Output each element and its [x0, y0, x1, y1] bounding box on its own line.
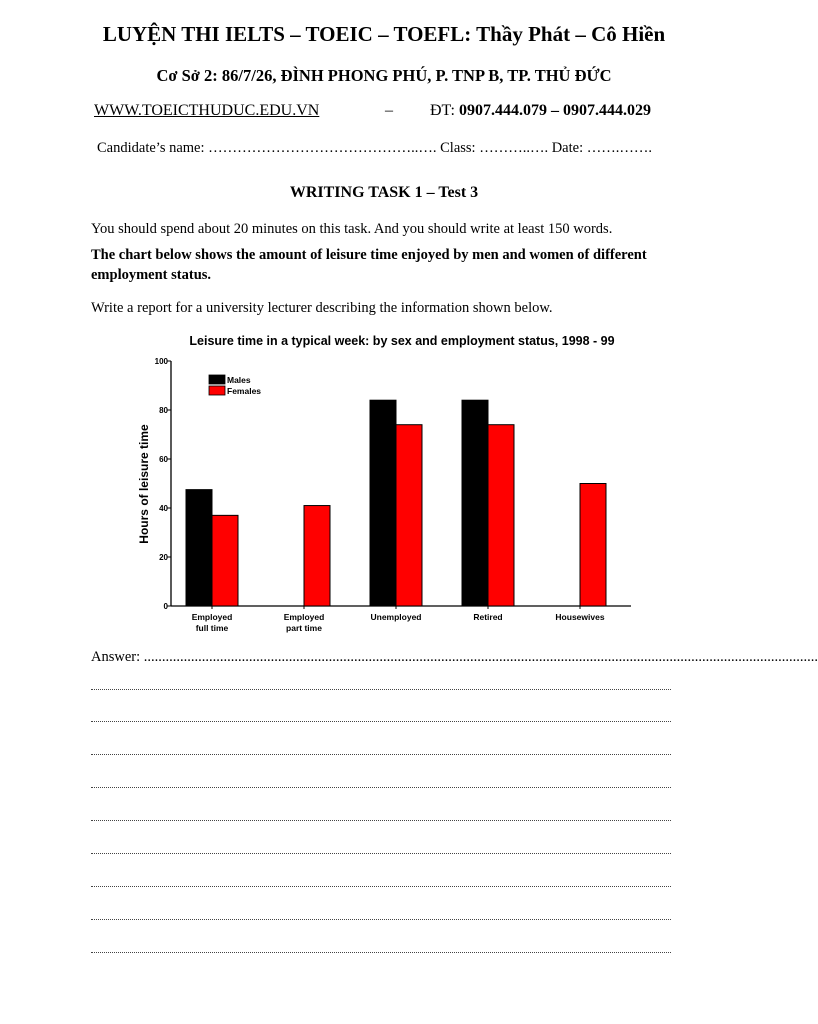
chart-plot — [155, 357, 631, 633]
website-link[interactable]: WWW.TOEICTHUDUC.EDU.VN — [94, 102, 320, 119]
phone-label: ĐT: — [430, 102, 459, 119]
x-tick-label: Employed part time — [283, 612, 325, 633]
bar-males-0 — [186, 490, 212, 606]
y-tick-label: 60 — [159, 455, 168, 464]
x-tick-label: Unemployed — [370, 612, 422, 622]
answer-line[interactable] — [91, 952, 671, 953]
task-instruction: You should spend about 20 minutes on this task. And you should write at least 150 words. — [91, 221, 613, 237]
x-tick-label: Housewives — [555, 612, 605, 622]
y-tick-label: 40 — [159, 504, 168, 513]
y-axis-label: Hours of leisure time — [137, 424, 151, 544]
answer-line[interactable] — [91, 689, 671, 690]
bar-females-4 — [580, 484, 606, 607]
legend-label-females: Females — [227, 386, 262, 396]
leisure-bar-chart — [0, 320, 768, 650]
answer-line[interactable] — [91, 754, 671, 755]
address: Cơ Sở 2: 86/7/26, ĐÌNH PHONG PHÚ, P. TNP B, TP. THỦ ĐỨC — [156, 66, 612, 85]
legend-swatch-males — [209, 375, 225, 384]
answer-line[interactable] — [91, 820, 671, 821]
y-tick-label: 100 — [154, 357, 168, 366]
report-instruction: Write a report for a university lecturer describing the information shown below. — [91, 300, 553, 316]
answer-line[interactable] — [91, 721, 671, 722]
phone-line — [430, 102, 651, 120]
y-tick-label: 0 — [163, 602, 168, 611]
bar-males-3 — [462, 400, 488, 606]
y-tick-label: 80 — [159, 406, 168, 415]
answer-label: Answer: .......................................................................................................................................................................................... — [91, 649, 818, 665]
bar-females-0 — [212, 515, 238, 606]
page-title: LUYỆN THI IELTS – TOEIC – TOEFL: Thầy Phát – Cô Hiền — [102, 22, 666, 46]
x-tick-label: Retired — [473, 612, 503, 622]
legend-label-males: Males — [227, 375, 251, 385]
answer-line[interactable] — [91, 787, 671, 788]
task-title: WRITING TASK 1 – Test 3 — [289, 184, 479, 201]
phone-numbers: 0907.444.079 – 0907.444.029 — [458, 102, 651, 119]
x-tick-label: Employed full time — [191, 612, 233, 633]
legend-swatch-females — [209, 386, 225, 395]
answer-line[interactable] — [91, 853, 671, 854]
answer-line[interactable] — [91, 919, 671, 920]
bar-females-3 — [488, 425, 514, 606]
y-tick-label: 20 — [159, 553, 168, 562]
task-prompt: The chart below shows the amount of leisure time enjoyed by men and women of different employment status. — [91, 247, 647, 283]
bar-females-2 — [396, 425, 422, 606]
answer-line[interactable] — [91, 886, 671, 887]
chart-title: Leisure time in a typical week: by sex and employment status, 1998 - 99 — [189, 334, 615, 348]
separator-dash: – — [385, 102, 393, 119]
candidate-line: Candidate’s name: ……………………………………..…. Class: ………..…. Date: …….……. — [97, 140, 652, 156]
bar-females-1 — [304, 506, 330, 606]
bar-males-2 — [370, 400, 396, 606]
